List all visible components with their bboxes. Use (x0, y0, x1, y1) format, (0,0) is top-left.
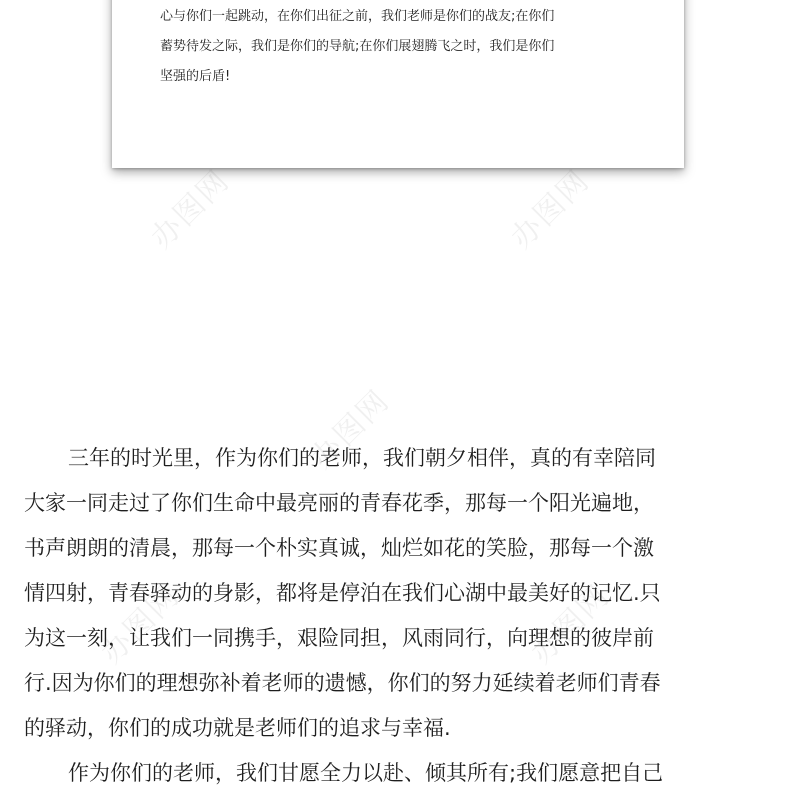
card-text-line: 坚强的后盾! (160, 69, 231, 84)
card-text-line: 心与你们一起跳动，在你们出征之前，我们老师是你们的战友;在你们 (160, 9, 555, 24)
article-line: 书声朗朗的清晨，那每一个朴实真诚，灿烂如花的笑脸，那每一个激 (24, 536, 654, 560)
article-line: 行.因为你们的理想弥补着老师的遗憾，你们的努力延续着老师们青春 (24, 671, 661, 695)
article-line: 作为你们的老师，我们甘愿全力以赴、倾其所有;我们愿意把自己 (68, 761, 664, 785)
watermark: 办图网 (94, 578, 187, 671)
watermark: 办图网 (144, 163, 237, 256)
article-line: 三年的时光里，作为你们的老师，我们朝夕相伴，真的有幸陪同 (68, 446, 656, 470)
card-text-block (160, 2, 660, 92)
article-line: 的驿动，你们的成功就是老师们的追求与幸福. (24, 716, 451, 740)
watermark: 办图网 (304, 383, 397, 476)
article-line: 大家一同走过了你们生命中最亮丽的青春花季，那每一个阳光遍地， (24, 491, 654, 515)
watermark: 办图网 (504, 163, 597, 256)
article-line: 为这一刻，让我们一同携手，艰险同担，风雨同行，向理想的彼岸前 (24, 626, 654, 650)
page-preview-card (112, 0, 684, 168)
card-text-line: 蓄势待发之际，我们是你们的导航;在你们展翅腾飞之时，我们是你们 (160, 39, 555, 54)
article-body (24, 436, 784, 796)
watermark: 办图网 (524, 578, 617, 671)
article-line: 情四射，青春驿动的身影，都将是停泊在我们心湖中最美好的记忆.只 (24, 581, 661, 605)
